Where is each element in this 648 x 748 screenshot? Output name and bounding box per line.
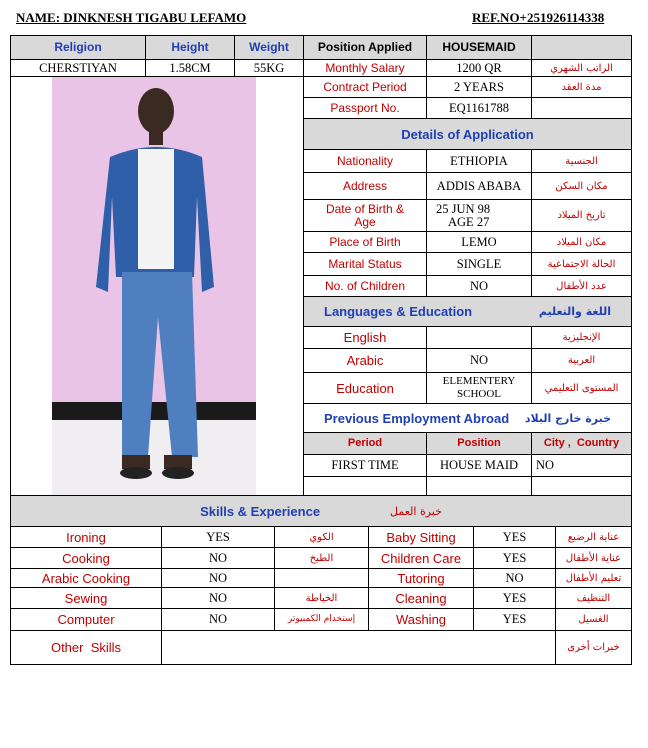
position-blank [531,35,632,60]
prev-blank-2 [426,476,532,496]
age-value: AGE 27 [448,214,490,229]
monthly-salary-value: 1200 QR [426,59,532,77]
details-title: Details of Application [303,118,632,150]
religion-label: Religion [10,35,146,60]
skill-tutoring-label: Tutoring [368,568,474,588]
english-arabic: الإنجليزية [531,326,632,349]
english-label: English [303,326,427,349]
nationality-label: Nationality [303,149,427,173]
dob-arabic: تاريخ الميلاد [531,199,632,232]
address-label: Address [303,172,427,200]
skill-arabic-cooking-label: Arabic Cooking [10,568,162,588]
prev-employment-title-row [303,403,632,433]
arabic-label: Arabic [303,348,427,373]
prev-blank-3 [531,476,632,496]
skill-washing-label: Washing [368,608,474,631]
monthly-salary-label: Monthly Salary [303,59,427,77]
weight-label: Weight [234,35,304,60]
prev-employment-title-arabic: خبرة خارج البلاد [524,411,611,425]
skill-computer-value: NO [161,608,275,631]
skill-cleaning-value: YES [473,587,556,609]
candidate-name: NAME: DINKNESH TIGABU LEFAMO [16,10,247,25]
children-label: No. of Children [303,275,427,297]
contract-period-value: 2 YEARS [426,76,532,98]
address-value: ADDIS ABABA [426,172,532,200]
passport-blank [531,97,632,119]
place-of-birth-label: Place of Birth [303,231,427,253]
contract-period-arabic: مدة العقد [531,76,632,98]
marital-status-arabic: الحالة الاجتماعية [531,252,632,276]
position-applied-value: HOUSEMAID [426,35,532,60]
prev-position-value: HOUSE MAID [426,454,532,477]
languages-title-row [303,296,632,327]
skill-children-care-value: YES [473,547,556,569]
nationality-value: ETHIOPIA [426,149,532,173]
prev-employment-title: Previous Employment Abroad [324,410,510,426]
education-label: Education [303,372,427,404]
skill-ironing-value: YES [161,526,275,548]
prev-blank-1 [303,476,427,496]
skill-washing-value: YES [473,608,556,631]
dob-date: 25 JUN 98 [436,201,491,216]
prev-period-value: FIRST TIME [303,454,427,477]
skill-baby-sitting-arabic: عناية الرضيع [555,526,632,548]
prev-period-header: Period [303,432,427,455]
prev-position-header: Position [426,432,532,455]
skills-title: Skills & Experience [200,503,321,519]
skill-arabic-cooking-arabic [274,568,369,588]
skill-children-care-label: Children Care [368,547,474,569]
weight-value: 55KG [234,59,304,77]
other-skills-label: Other Skills [10,630,162,665]
passport-value: EQ1161788 [426,97,532,119]
monthly-salary-arabic: الراتب الشهري [531,59,632,77]
skill-cleaning-label: Cleaning [368,587,474,609]
place-of-birth-value: LEMO [426,231,532,253]
skill-cooking-label: Cooking [10,547,162,569]
prev-country-value: NO [531,454,632,477]
contract-period-label: Contract Period [303,76,427,98]
skill-baby-sitting-value: YES [473,526,556,548]
children-value: NO [426,275,532,297]
other-skills-value [161,630,556,665]
candidate-photo [52,77,256,495]
height-value: 1.58CM [145,59,235,77]
dob-label: Date of Birth & Age [303,199,427,232]
prev-country-header: City , Country [531,432,632,455]
education-arabic: المستوى التعليمي [531,372,632,404]
address-arabic: مكان السكن [531,172,632,200]
skill-sewing-value: NO [161,587,275,609]
skill-tutoring-value: NO [473,568,556,588]
dob-value [426,199,532,232]
skill-ironing-label: Ironing [10,526,162,548]
skill-computer-arabic: إستخدام الكمبيوتر [274,608,369,631]
skill-computer-label: Computer [10,608,162,631]
skill-children-care-arabic: عناية الأطفال [555,547,632,569]
skill-baby-sitting-label: Baby Sitting [368,526,474,548]
religion-value: CHERSTIYAN [10,59,146,77]
place-of-birth-arabic: مكان الميلاد [531,231,632,253]
skill-tutoring-arabic: تعليم الأطفال [555,568,632,588]
skill-washing-arabic: الغسيل [555,608,632,631]
marital-status-value: SINGLE [426,252,532,276]
english-value [426,326,532,349]
nationality-arabic: الجنسية [531,149,632,173]
languages-title-arabic: اللغة والتعليم [538,305,611,318]
skill-ironing-arabic: الكوي [274,526,369,548]
skill-sewing-arabic: الخياطة [274,587,369,609]
height-label: Height [145,35,235,60]
skill-sewing-label: Sewing [10,587,162,609]
position-applied-label: Position Applied [303,35,427,60]
skill-cooking-arabic: الطبخ [274,547,369,569]
skill-cleaning-arabic: التنظيف [555,587,632,609]
children-arabic: عدد الأطفال [531,275,632,297]
arabic-value: NO [426,348,532,373]
marital-status-label: Marital Status [303,252,427,276]
other-skills-arabic: خبرات أخرى [555,630,632,665]
skill-arabic-cooking-value: NO [161,568,275,588]
skill-cooking-value: NO [161,547,275,569]
skills-title-arabic: خبرة العمل [390,504,442,518]
languages-title: Languages & Education [324,304,473,319]
reference-number: REF.NO+251926114338 [472,10,605,25]
skills-title-row [10,495,632,527]
education-value: ELEMENTERY SCHOOL [426,372,532,404]
arabic-arabic: العربية [531,348,632,373]
candidate-figure-icon [52,77,256,495]
passport-label: Passport No. [303,97,427,119]
